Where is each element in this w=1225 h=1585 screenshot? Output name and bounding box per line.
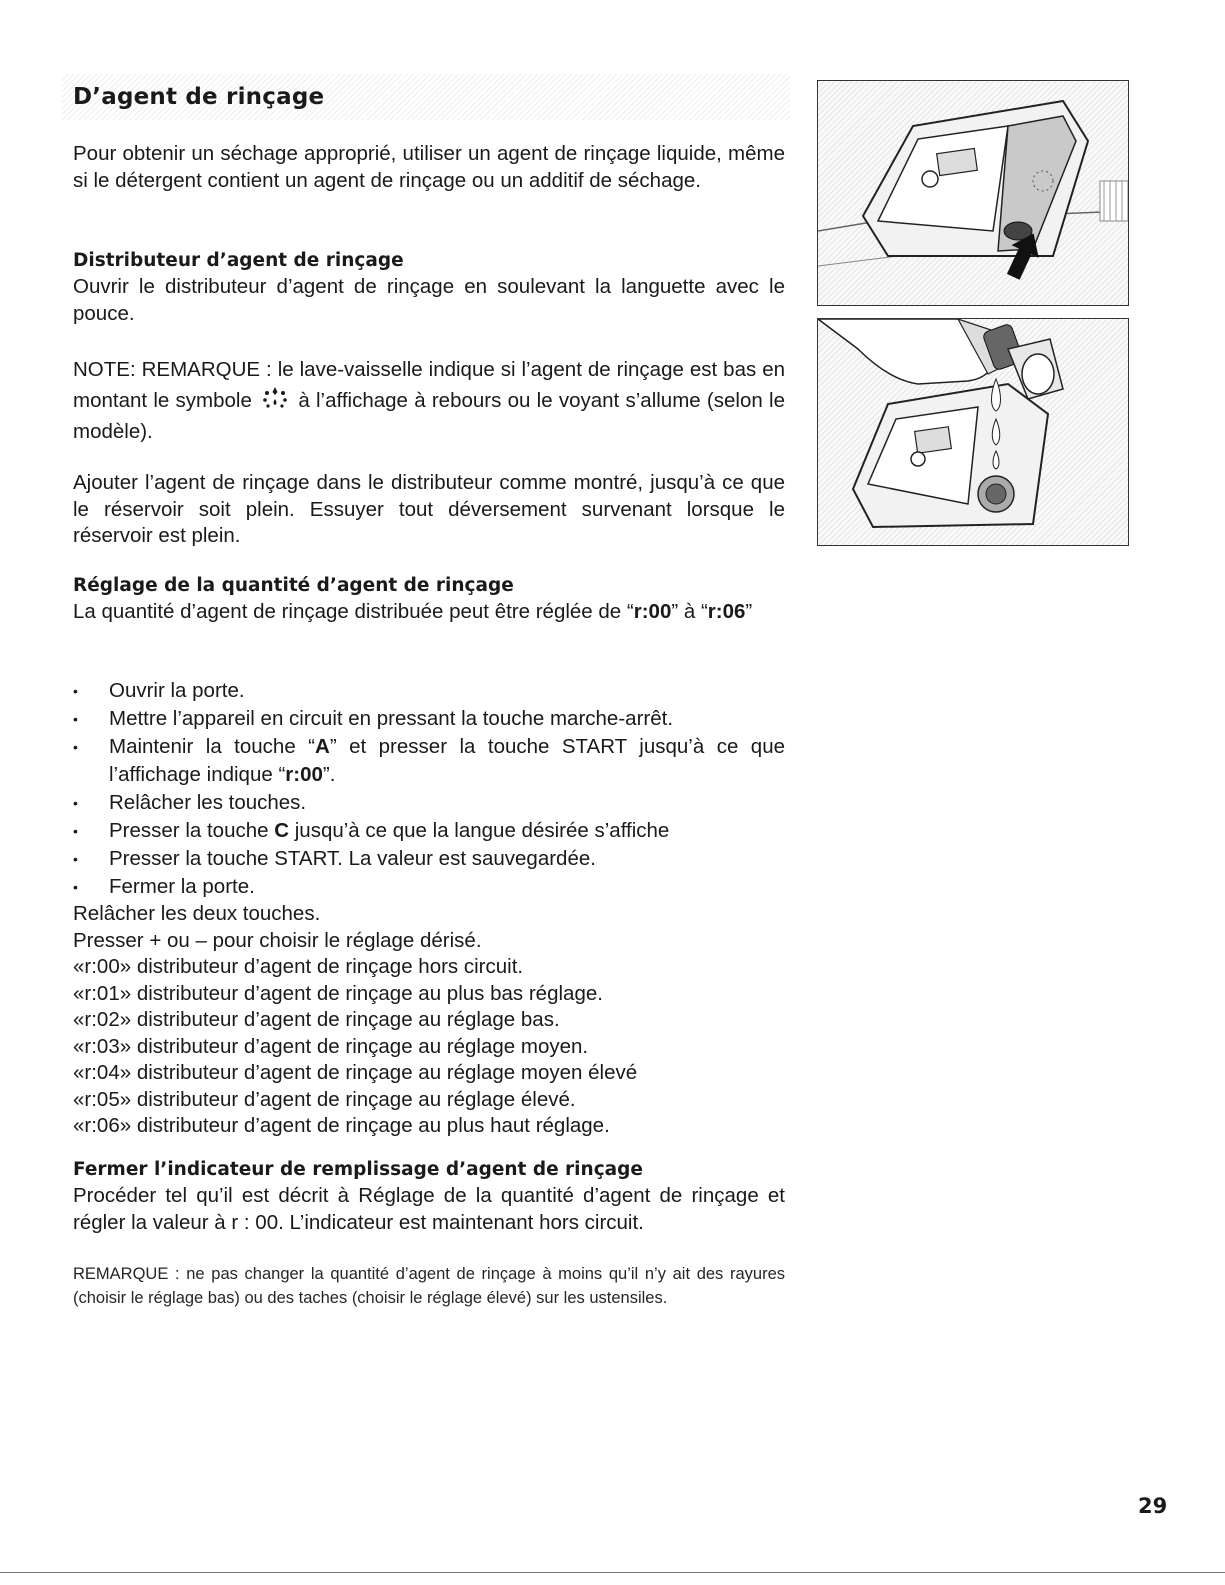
- distributor-text: Ouvrir le distributeur d’agent de rinçage en soulevant la languette avec le pouce.: [73, 275, 785, 325]
- step-text: Presser la touche START. La valeur est sauvegardée.: [109, 847, 596, 870]
- quantity-text-mid: ” à “: [671, 600, 708, 623]
- steps-list: [73, 677, 785, 901]
- key-c-label: C: [274, 819, 290, 842]
- bullet-icon: •: [73, 683, 78, 699]
- distributor-heading: Distributeur d’agent de rinçage: [73, 250, 404, 271]
- list-item: [73, 873, 785, 901]
- bullet-icon: •: [73, 739, 78, 755]
- indicator-text: Procéder tel qu’il est décrit à Réglage de la quantité d’agent de rinçage et régler la valeur à r : 00. L’indicateur est maintenant hors circuit.: [73, 1184, 785, 1234]
- setting-line: Presser + ou – pour choisir le réglage dérisé.: [73, 928, 482, 952]
- note-text-before: NOTE: REMARQUE : le lave-vaisselle indique si l’agent de rinçage est bas en montant le symbole: [73, 358, 785, 412]
- step-text: Relâcher les touches.: [109, 791, 307, 814]
- display-value: r:00: [285, 763, 323, 786]
- bullet-icon: •: [73, 879, 78, 895]
- setting-line: «r:06» distributeur d’agent de rinçage au plus haut réglage.: [73, 1114, 610, 1137]
- add-section: [73, 470, 785, 550]
- bullet-icon: •: [73, 711, 78, 727]
- list-item: [73, 733, 785, 789]
- bullet-icon: •: [73, 823, 78, 839]
- steps-section: [73, 677, 785, 1140]
- list-item: [73, 789, 785, 817]
- setting-line: «r:03» distributeur d’agent de rinçage au réglage moyen.: [73, 1034, 589, 1058]
- indicator-section: [73, 1157, 785, 1236]
- step-text: ” et presser la touche START jusqu’à ce que l’affichage indique “: [109, 735, 785, 786]
- quantity-min-value: r:00: [633, 600, 672, 623]
- list-item: [73, 705, 785, 733]
- bottom-rule: [0, 1572, 1225, 1573]
- distributor-section: [73, 248, 785, 327]
- step-text: Mettre l’appareil en circuit en pressant la touche marche-arrêt.: [109, 707, 674, 730]
- setting-line: «r:05» distributeur d’agent de rinçage au réglage élevé.: [73, 1087, 576, 1111]
- step-text: ”.: [322, 763, 336, 786]
- rinse-aid-symbol-icon: [262, 387, 288, 407]
- quantity-text-start: La quantité d’agent de rinçage distribuée peut être réglée de “: [73, 600, 634, 623]
- note-text-after: à l’affichage à rebours ou le voyant s’allume (selon le modèle).: [73, 389, 785, 443]
- list-item: [73, 845, 785, 873]
- list-item: [73, 677, 785, 705]
- intro-section: [73, 141, 785, 194]
- dispenser-open-arrow-illustration-icon: [817, 80, 1129, 306]
- setting-line: «r:02» distributeur d’agent de rinçage au réglage bas.: [73, 1008, 560, 1031]
- setting-line: «r:00» distributeur d’agent de rinçage hors circuit.: [73, 955, 524, 978]
- page-title: D’agent de rinçage: [73, 84, 325, 110]
- quantity-text-end: ”: [745, 600, 753, 623]
- key-a-label: A: [315, 735, 330, 758]
- add-paragraph: Ajouter l’agent de rinçage dans le distributeur comme montré, jusqu’à ce que le réservoir soit plein. Essuyer tout déversement survenant lorsque le réservoir est plein.: [73, 471, 785, 547]
- note-section: [73, 354, 785, 447]
- step-text: Maintenir la touche “: [109, 735, 316, 758]
- quantity-max-value: r:06: [707, 600, 746, 623]
- bullet-icon: •: [73, 851, 78, 867]
- setting-line: «r:01» distributeur d’agent de rinçage au plus bas réglage.: [73, 981, 603, 1005]
- remark-text: REMARQUE : ne pas changer la quantité d’agent de rinçage à moins qu’il n’y ait des rayures (choisir le réglage bas) ou des taches (choisir le réglage élevé) sur les ustensiles.: [73, 1265, 785, 1307]
- quantity-text: [73, 599, 785, 626]
- step-text: Ouvrir la porte.: [109, 679, 245, 702]
- list-item: [73, 817, 785, 845]
- remark-section: [73, 1262, 785, 1310]
- setting-line: Relâcher les deux touches.: [73, 902, 321, 925]
- step-text: Presser la touche: [109, 819, 275, 842]
- bullet-icon: •: [73, 795, 78, 811]
- note-paragraph: [73, 354, 785, 447]
- intro-paragraph: Pour obtenir un séchage approprié, utiliser un agent de rinçage liquide, même si le détergent contient un agent de rinçage ou un additif de séchage.: [73, 142, 785, 192]
- page-number: 29: [1138, 1494, 1168, 1518]
- indicator-heading: Fermer l’indicateur de remplissage d’agent de rinçage: [73, 1159, 643, 1180]
- setting-line: «r:04» distributeur d’agent de rinçage au réglage moyen élevé: [73, 1061, 638, 1084]
- quantity-section: [73, 573, 785, 626]
- step-text: Fermer la porte.: [109, 875, 255, 898]
- settings-lines: [73, 901, 785, 1140]
- step-text: jusqu’à ce que la langue désirée s’affiche: [289, 819, 670, 842]
- quantity-heading: Réglage de la quantité d’agent de rinçage: [73, 575, 514, 596]
- dispenser-filling-illustration-icon: [817, 318, 1129, 546]
